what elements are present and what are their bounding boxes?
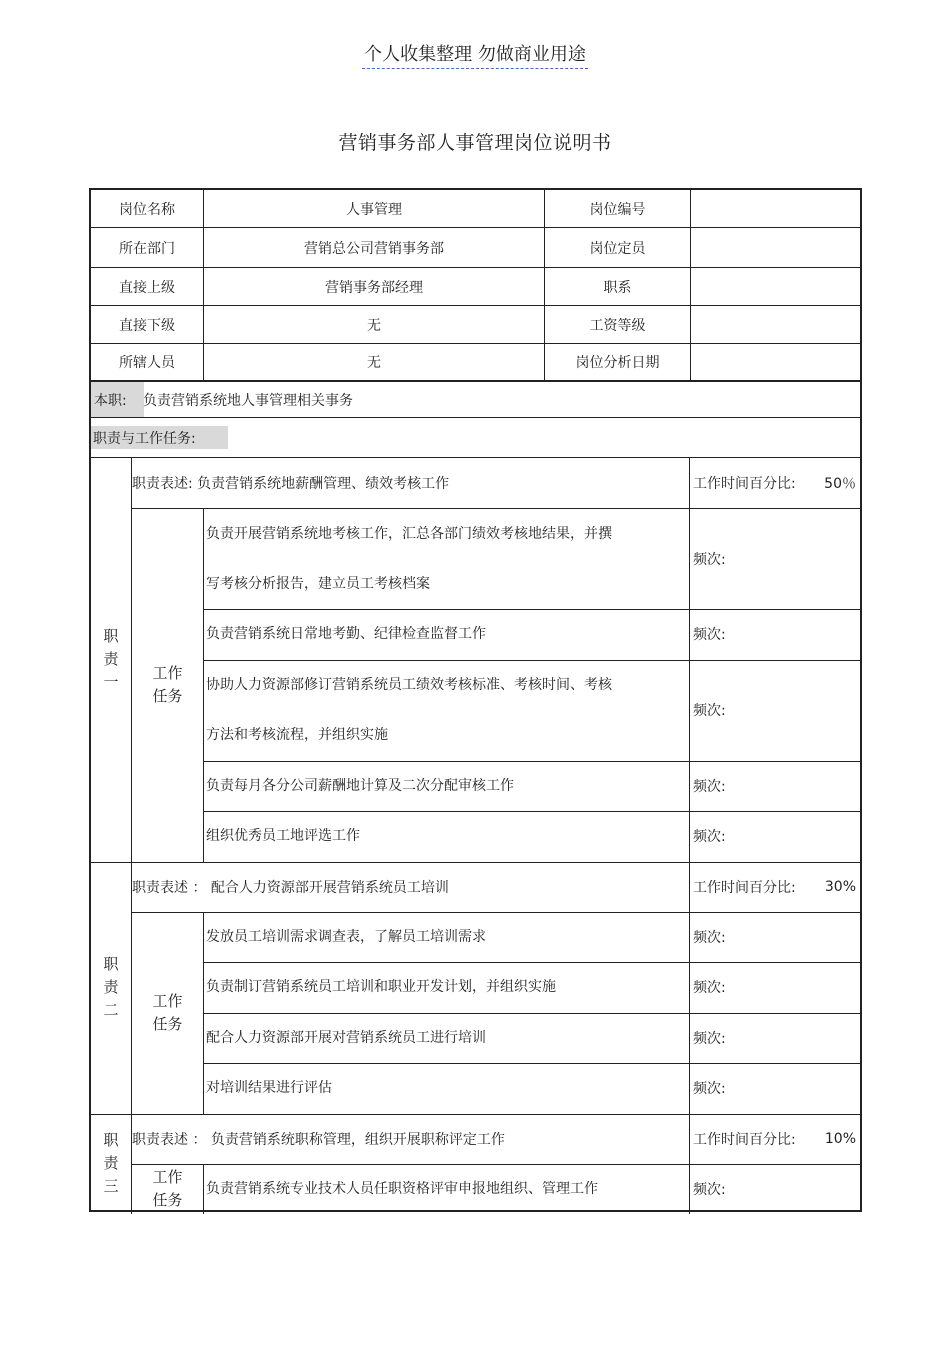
time-percent-value: 30% [824,878,856,895]
label-position-name: 岗位名称 [119,201,175,218]
duty-name: 职 责 一 [103,627,119,692]
task-item: 负责开展营销系统地考核工作，汇总各部门绩效考核地结果，并撰 写考核分析报告，建立员工考核档案 [206,525,612,592]
frequency-label: 频次: [693,929,726,946]
frequency-label: 频次: [693,980,726,997]
task-item: 负责营销系统日常地考勤、纪律检查监督工作 [206,626,486,643]
grid-line [689,862,690,1114]
frequency-label: 频次: [693,778,726,795]
value-position-code [691,190,862,227]
task-item: 协助人力资源部修订营销系统员工绩效考核标准、考核时间、考核 方法和考核流程，并组织实施 [206,677,612,743]
duties-header: 职责与工作任务: [91,426,228,449]
label-subordinate: 直接下级 [119,317,175,334]
time-percent-value: 10% [824,1130,856,1147]
summary-label: 本职: [91,382,144,417]
label-job-series: 职系 [603,279,632,296]
duty-name: 职 责 二 [103,955,119,1019]
task-item: 对培训结果进行评估 [206,1080,332,1097]
frequency-label: 频次: [693,829,726,846]
header-note-text: 个人收集整理 勿做商业用途 [362,40,588,69]
summary-text: 负责营销系统地人事管理相关事务 [143,392,353,409]
duty-name: 职 责 三 [103,1131,119,1196]
value-job-series [691,268,862,305]
label-position-code: 岗位编号 [589,201,646,218]
task-item: 负责每月各分公司薪酬地计算及二次分配审核工作 [206,777,514,794]
frequency-label: 频次: [693,1030,726,1047]
task-label: 工作 任务 [152,991,183,1033]
task-item: 组织优秀员工地评选工作 [206,828,360,845]
label-staff: 所辖人员 [119,355,175,371]
value-salary-grade [691,306,862,343]
time-percent-label: 工作时间百分比: [693,476,796,492]
time-percent-label: 工作时间百分比: [693,1131,796,1148]
header-note [0,40,950,69]
task-item: 配合人力资源部开展对营销系统员工进行培训 [206,1029,486,1046]
duty-description: 职责表述 ： 配合人力资源部开展营销系统员工培训 [132,879,449,896]
label-headcount: 岗位定员 [589,240,646,257]
value-position-name: 人事管理 [346,201,402,218]
frequency-label: 频次: [693,1081,726,1098]
label-salary-grade: 工资等级 [589,317,646,334]
task-label: 工作 任务 [152,663,183,705]
frequency-label: 频次: [693,627,726,644]
value-subordinate: 无 [367,317,381,334]
label-department: 所在部门 [119,240,175,257]
frequency-label: 频次: [693,703,726,719]
duty-description: 职责表述 ： 负责营销系统职称管理，组织开展职称评定工作 [132,1131,505,1148]
frequency-label: 频次: [693,551,726,568]
duty-description: 职责表述: 负责营销系统地薪酬管理、绩效考核工作 [132,476,450,492]
frequency-label: 频次: [693,1181,726,1198]
task-item: 负责制订营销系统员工培训和职业开发计划，并组织实施 [206,979,556,996]
label-analysis-date: 岗位分析日期 [575,355,660,371]
label-supervisor: 直接上级 [119,279,175,296]
value-supervisor: 营销事务部经理 [325,279,423,296]
value-headcount [691,228,862,267]
value-analysis-date [691,344,862,380]
job-description-table [89,188,862,1212]
value-department: 营销总公司营销事务部 [304,240,444,257]
task-label: 工作 任务 [152,1167,183,1209]
value-staff: 无 [367,355,381,371]
time-percent-value: 50％ [824,476,856,492]
task-item: 发放员工培训需求调查表，了解员工培训需求 [206,928,486,945]
grid-line [91,417,860,418]
time-percent-label: 工作时间百分比: [693,879,796,896]
task-item: 负责营销系统专业技术人员任职资格评审申报地组织、管理工作 [206,1180,598,1197]
document-title: 营销事务部人事管理岗位说明书 [338,132,612,154]
